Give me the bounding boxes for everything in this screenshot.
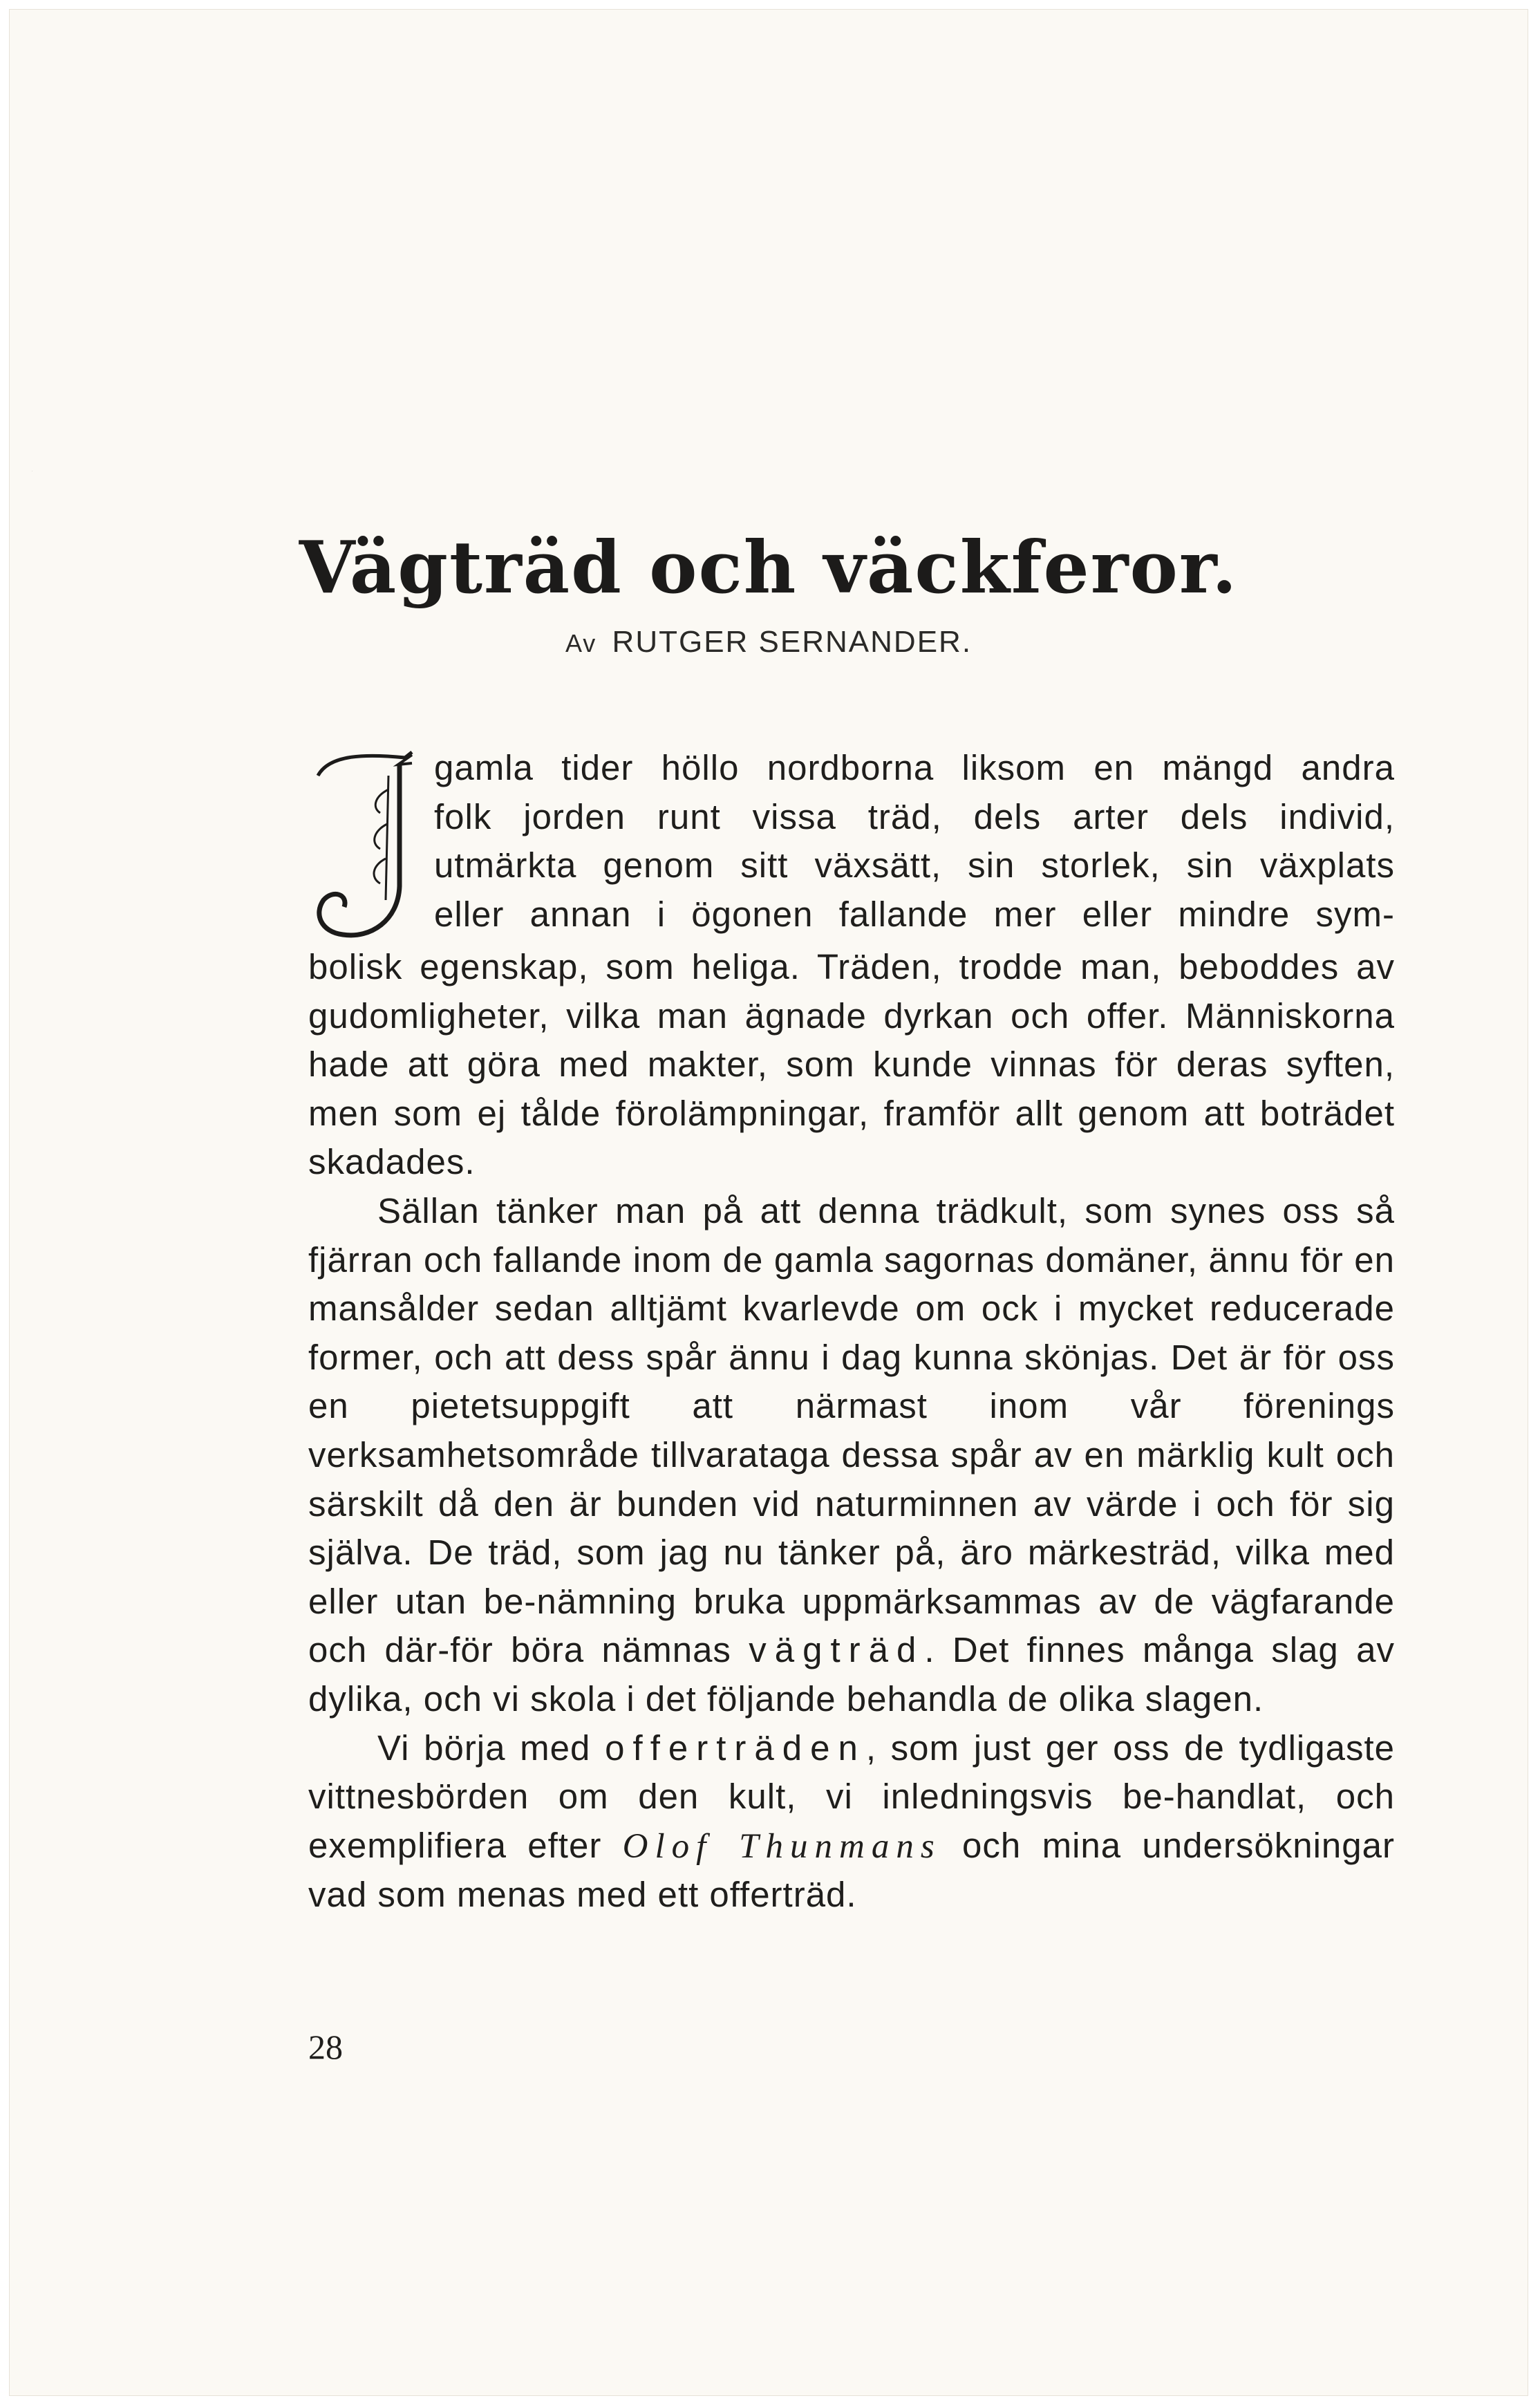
paragraph-3-text-c: och mina undersökningar vad som menas med ett offerträd. — [308, 1825, 1396, 1915]
paragraph-3-text-b: , som just ger oss de tydligaste vittnesbörden om den kult, vi inledningsvis be-handlat, och exemplifiera efter — [308, 1728, 1396, 1865]
paragraph-3-term: offerträden — [605, 1728, 866, 1768]
article-title: Vägträd och väckferor. — [299, 525, 1239, 610]
paragraph-2-text-b: . Det finnes många slag av dylika, och vi skola i det följande behandla de olika slagen. — [308, 1630, 1395, 1719]
paragraph-2 — [308, 1187, 1395, 1724]
page-number: 28 — [308, 2028, 343, 2066]
paragraph-1-line-1: gamla tider höllo nordborna liksom en mängd andra — [434, 748, 1395, 787]
paragraph-1-line-2: folk jorden runt vissa träd, dels arter dels individ, — [434, 796, 1395, 836]
paragraph-1-line-4: eller annan i ögonen fallande mer eller mindre sym- — [434, 894, 1395, 934]
paragraph-3-text-a: Vi börja med — [377, 1728, 591, 1768]
byline-prefix: Av — [565, 629, 597, 657]
paragraph-3-name: Olof Thunmans — [622, 1826, 941, 1866]
dropcap-letter: J — [32, 471, 33, 472]
dropcap-ornament — [32, 471, 426, 943]
byline — [10, 625, 1528, 659]
paragraph-1-line-3: utmärkta genom sitt växsätt, sin storlek, sin växplats — [434, 845, 1395, 886]
byline-author: RUTGER SERNANDER. — [612, 625, 973, 659]
paragraph-1-rest: bolisk egenskap, som heliga. Träden, trodde man, beboddes av gudomligheter, vilka man ägnade dyrkan och offer. Människorna hade att göra med makter, som kunde vinnas för deras syften, men som ej tålde förolämpningar, framför allt genom att boträdet skadades. — [308, 947, 1395, 1182]
paragraph-2-text-a: Sällan tänker man på att denna trädkult, som synes oss så fjärran och fallande inom de gamla sagornas domäner, ännu för en mansålder sedan alltjämt kvarlevde om ock i mycket reducerade former, och att dess spår ännu i dag kunna skönjas. Det är för oss en pietetsuppgift att närmast inom vår förenings verksamhetsområde tillvaratagа dessa spår av en märklig kult och särskilt då den är bunden vid naturminnen av värde i och för sig själva. De träd, som jag nu tänker på, äro märkesträd, vilka med eller utan be-nämning bruka uppmärksammas av de vägfarande och där-för böra nämnas — [308, 1190, 1395, 1670]
paragraph-3 — [308, 1724, 1395, 1920]
paragraph-2-term: vägträd — [749, 1630, 925, 1670]
page — [10, 10, 1528, 2395]
